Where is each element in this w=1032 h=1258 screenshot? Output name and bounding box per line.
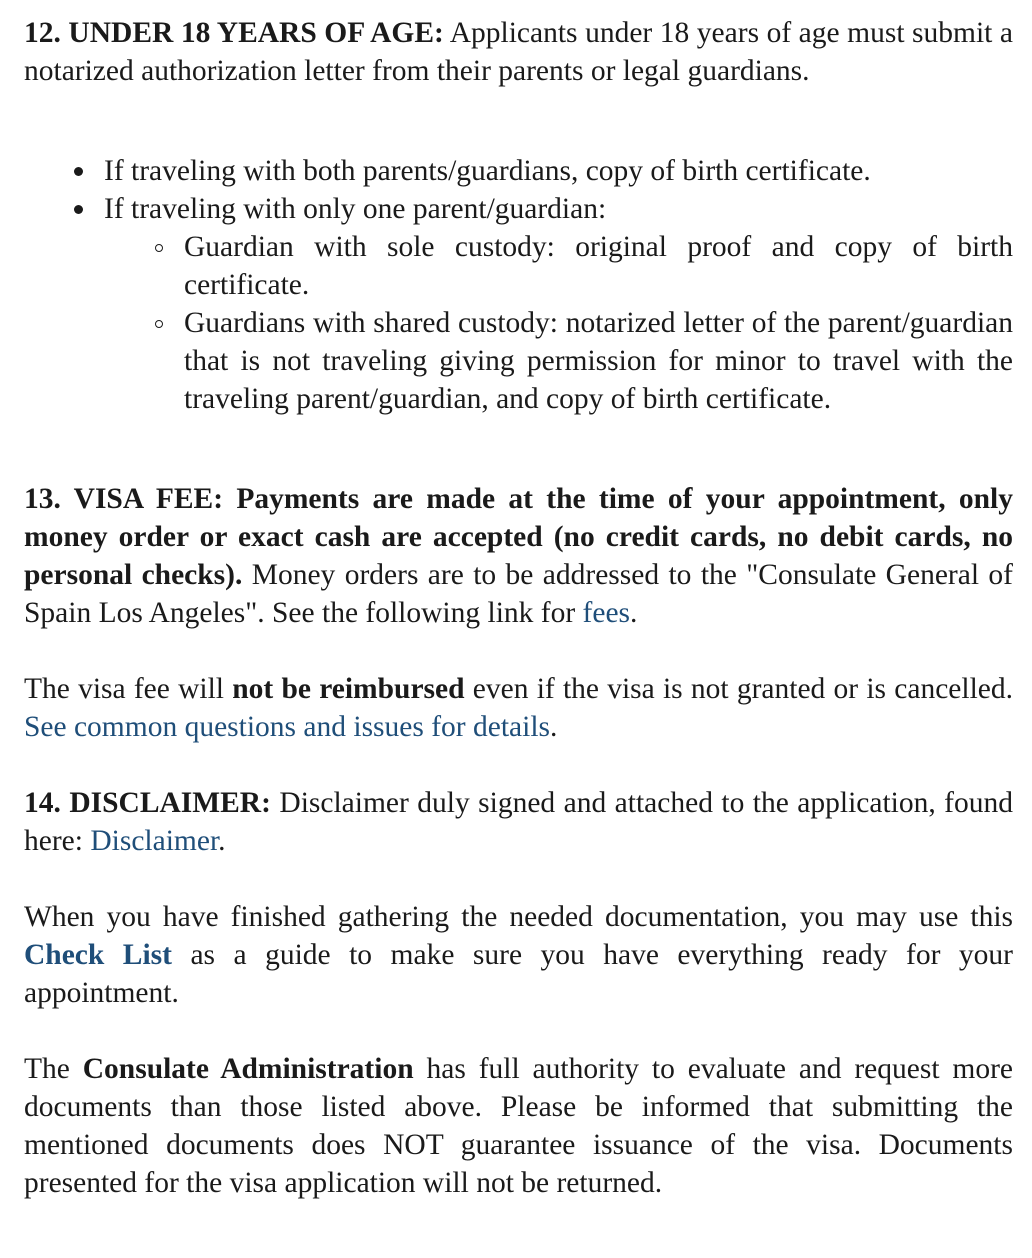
section-13-bold-text: Payments are made at the time of your appointment, only money order or exact cash are accepted (no credit cards, no debit cards, no personal checks).	[24, 483, 1013, 591]
sub-list-item-text: Guardians with shared custody: notarized letter of the parent/guardian that is not traveling giving permission for minor to travel with the traveling parent/guardian, and copy of birth certificate.	[184, 307, 1013, 415]
checklist-text: When you have finished gathering the needed documentation, you may use this	[24, 901, 1013, 933]
minor-requirements-list	[24, 152, 1013, 418]
admin-text-2: has full authority to evaluate and request more documents than those listed above. Please be informed that submitting the mentioned documents does NOT guarantee issuance of the visa. Documents presented for the visa application will not be returned.	[24, 1053, 1014, 1199]
spacer	[24, 90, 1013, 152]
list-item-text: If traveling with only one parent/guardian:	[104, 193, 607, 225]
section-13-heading: 13. VISA FEE:	[24, 483, 224, 515]
sub-list-item	[184, 304, 1013, 418]
checklist-paragraph	[24, 898, 1013, 1012]
sub-list-item	[184, 228, 1013, 304]
list-item	[104, 190, 1013, 418]
punctuation: .	[218, 825, 226, 857]
admin-bold: Consulate Administration	[82, 1053, 414, 1085]
check-list-link[interactable]: Check List	[24, 939, 172, 971]
list-item	[104, 152, 1013, 190]
faq-link[interactable]: See common questions and issues for details	[24, 711, 551, 743]
admin-paragraph	[24, 1050, 1013, 1202]
section-14-disclaimer	[24, 784, 1013, 860]
section-12-text: Applicants under 18 years of age must submit a notarized authorization letter from their parents or legal guardians.	[24, 17, 1013, 87]
section-14-heading: 14. DISCLAIMER:	[24, 787, 271, 819]
disclaimer-link[interactable]: Disclaimer	[90, 825, 219, 857]
reimbursement-bold: not be reimbursed	[232, 673, 465, 705]
fees-link[interactable]: fees	[582, 597, 631, 629]
sub-list-item-text: Guardian with sole custody: original proof and copy of birth certificate.	[184, 231, 1013, 301]
section-12-intro	[24, 14, 1013, 90]
punctuation: .	[550, 711, 558, 743]
reimbursement-note	[24, 670, 1013, 746]
punctuation: .	[630, 597, 638, 629]
checklist-text-2: as a guide to make sure you have everything ready for your appointment.	[24, 939, 1013, 1009]
section-13-text: Money orders are to be addressed to the "Consulate General of Spain Los Angeles". See the following link for	[24, 559, 1013, 629]
spacer	[24, 418, 1013, 480]
list-item-text: If traveling with both parents/guardians, copy of birth certificate.	[104, 155, 871, 187]
admin-text: The	[24, 1053, 83, 1085]
spacer	[24, 1012, 1013, 1050]
reimbursement-text-2: even if the visa is not granted or is cancelled.	[464, 673, 1013, 705]
reimbursement-text: The visa fee will	[24, 673, 233, 705]
spacer	[24, 860, 1013, 898]
section-12-heading: 12. UNDER 18 YEARS OF AGE:	[24, 17, 444, 49]
spacer	[24, 632, 1013, 670]
one-parent-sublist	[104, 228, 1013, 418]
section-13-fee	[24, 480, 1013, 632]
spacer	[24, 746, 1013, 784]
section-14-text: Disclaimer duly signed and attached to the application, found here:	[24, 787, 1013, 857]
